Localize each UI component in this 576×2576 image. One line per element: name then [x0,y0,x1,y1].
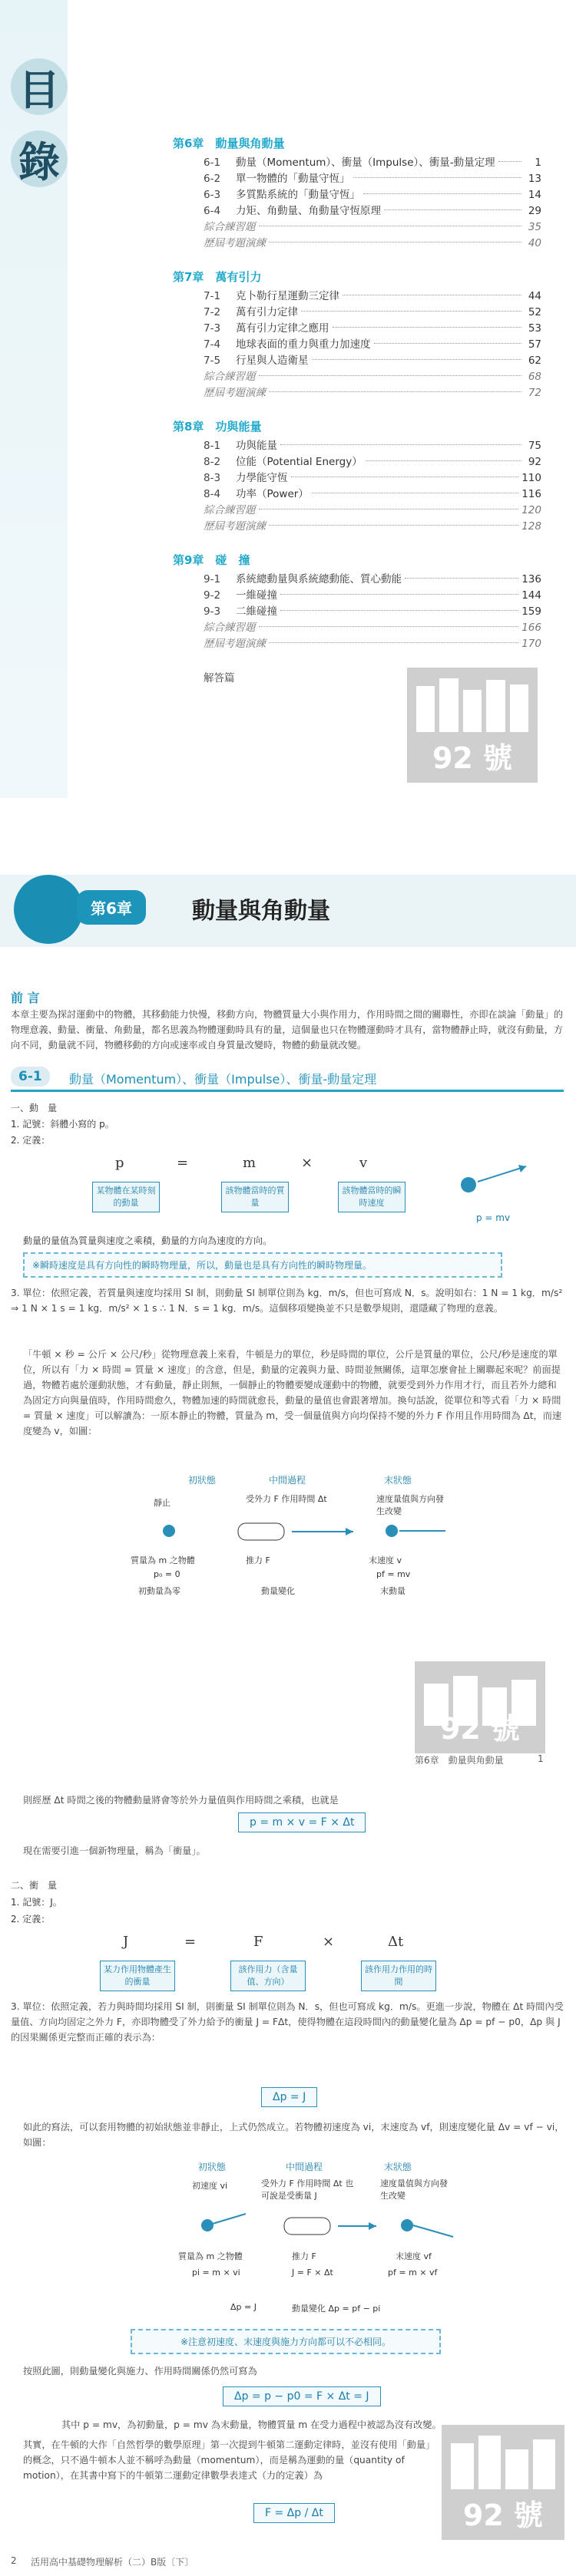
toc-entry-title: 力矩、角動量、角動量守恆原理 [236,205,381,217]
chapter-page-1 [0,798,576,1773]
toc-leader-dots [384,209,521,210]
box-mass-def: 該物體當時的質量 [221,1182,289,1212]
toc-entry-title: 單一物體的「動量守恆」 [236,173,350,185]
impulse-definition: 2. 定義： [11,1914,51,1925]
toc-entry-title: 歷屆考題演練 [204,237,266,249]
box-momentum-def: 某物體在某時刻的動量 [92,1182,160,1212]
para-top: 則經歷 Δt 時間之後的物體動量將會等於外力量值與作用時間之乘積，也就是 [23,1795,339,1806]
toc-chapter-title[interactable]: 第8章 功與能量 [173,420,262,434]
diag-end-v: 末速度 v [369,1555,402,1565]
toc-entry[interactable] [173,187,541,203]
toc-glyph-mu: 目 [11,58,68,115]
symbol-p: p [115,1155,124,1171]
toc-entry-title: 綜合練習題 [204,622,256,634]
toc-leader-dots [312,359,522,360]
toc-entry-title: 位能（Potential Energy） [236,456,362,468]
toc-entry-number: 7-5 [204,355,221,367]
toc-leader-dots [259,375,522,376]
toc-entry[interactable] [173,454,541,470]
watermark-92 [407,668,538,783]
toc-entry[interactable] [173,369,541,385]
section-header [11,1067,564,1092]
para-6: 其實，在牛頓的大作「自然哲學的數學原理」第一次提到牛頓第二運動定律時，並沒有使用「動量」的概念，只不過牛頓本人並不稱呼為動量（momentum），而是稱為運動的量（quantity of motion），在其書中寫下的牛頓第二運動定律數學表達式（力的定義）為 [23,2439,435,2481]
d2-end: 末狀態 [384,2162,412,2172]
toc-entry-page: 40 [528,237,541,249]
symbol-eq-2: = [184,1934,197,1950]
toc-list [173,135,541,684]
diag-end-label: 末狀態 [384,1475,412,1486]
formula-4: F = Δp / Δt [253,2503,335,2523]
diag-mass: 質量為 m 之物體 [131,1555,195,1565]
toc-entry-page: 128 [521,520,541,533]
diag-force: 受外力 F 作用時間 Δt [246,1494,327,1504]
toc-entry[interactable] [173,289,541,305]
toc-leader-dots [374,343,522,344]
chapter-name: 動量與角動量 [192,898,330,925]
toc-entry[interactable] [173,438,541,454]
toc-chapter [173,552,541,652]
footer-page-number: 1 [538,1753,544,1764]
watermark-text-p3: 92 號 [462,2498,544,2532]
diag-pf: pf = mv [376,1569,411,1579]
toc-entry-title: 歷屆考題演練 [204,638,266,650]
toc-entry-page: 116 [521,488,541,500]
toc-leader-dots [301,311,521,312]
toc-entry-number: 8-3 [204,472,221,484]
para-3: 如此的寫法，可以套用物體的初始狀態並非靜止，上式仍然成立。若物體初速度為 vi，末速度為 vf，則速度變化量 Δv = vf − vi，如圖： [23,2122,564,2148]
toc-chapter-title[interactable]: 第9章 碰 撞 [173,553,250,567]
d2-push: 推力 F [292,2251,316,2261]
toc-entry-number: 8-1 [204,440,221,452]
momentum-ball-figure [453,1151,538,1212]
toc-entry-title: 歷屆考題演練 [204,520,266,533]
toc-entry-page: 120 [521,504,541,516]
toc-entry-number: 6-3 [204,189,221,201]
box-velocity-def: 該物體當時的瞬時速度 [338,1182,406,1212]
toc-entry-page: 62 [528,355,541,367]
toc-entry[interactable] [173,171,541,187]
toc-entry-number: 8-2 [204,456,221,468]
item-symbol: 1. 記號：斜體小寫的 p。 [11,1119,114,1130]
toc-glyph-lu: 錄 [11,130,68,187]
toc-entry-page: 52 [528,306,541,318]
diag-final-v: 速度量值與方向發生改變 [376,1494,444,1516]
toc-entry[interactable] [173,636,541,652]
toc-entry[interactable] [173,620,541,636]
toc-entry-page: 110 [521,472,541,484]
diag-dp: 動量變化 [261,1586,295,1596]
toc-leader-dots [366,460,521,461]
toc-leader-dots [405,578,518,579]
toc-entry-page: 29 [528,205,541,217]
toc-leader-dots [363,193,521,194]
toc-entry-title: 綜合練習題 [204,221,256,233]
toc-leader-dots [280,594,518,595]
toc-entry[interactable] [173,385,541,401]
symbol-eq: = [177,1155,189,1171]
toc-entry-number: 7-1 [204,290,221,302]
toc-entry[interactable] [173,203,541,219]
toc-entry-title: 克卜勒行星運動三定律 [236,290,339,302]
d2-J: J = F × Δt [292,2268,333,2278]
toc-entry-page: 92 [528,456,541,468]
toc-entry-page: 136 [521,573,541,585]
toc-entry-number: 7-2 [204,306,221,318]
toc-entry-title: 功與能量 [236,440,277,452]
toc-entry[interactable] [173,519,541,535]
diag-still: 靜止 [154,1498,170,1508]
note-box: ※瞬時速度是具有方向性的瞬時物理量，所以，動量也是具有方向性的瞬時物理量。 [23,1252,502,1278]
toc-entry-page: 57 [528,338,541,351]
d2-pi: pi = m × vi [192,2268,240,2278]
toc-entry[interactable] [173,155,541,171]
d2-vf: 末速度 vf [396,2251,432,2261]
box-force-def: 該作用力（含量值、方向） [230,1961,306,1991]
toc-entry[interactable] [173,487,541,503]
watermark-text-p2: 92 號 [439,1712,521,1746]
toc-entry[interactable] [173,321,541,337]
toc-entry-page: 1 [535,157,541,169]
d2-change: 速度量值與方向發生改變 [380,2179,448,2201]
toc-entry-title: 行星與人造衛星 [236,355,309,367]
toc-entry-title: 力學能守恆 [236,472,288,484]
d2-mid: 中間過程 [286,2162,323,2172]
toc-entry-number: 9-1 [204,573,221,585]
toc-chapter [173,135,541,252]
unit-para2: 「牛頓 × 秒 = 公斤 × 公尺/秒」從物理意義上來看，牛頓是力的單位，秒是時間的單位，公斤是質量的單位，公尺/秒是速度的單位，所以有「力 × 時間 = 質量 × 速度」的含意，但是，動量的定義與力量、時間並無關係，這單怎麼會扯上關聯起來呢？前面提過，物體若處於運動狀態，才有動量，靜止則無，一個靜止的物體要變成運動中的物體，就要受到外力作用才行，而且若外力總和為固定方向與量值時，作用時間愈久，物體加速的時間就愈長，動量的量值也會跟著增加。換句話說，從單位和等式看「力 × 時間 = 質量 × 速度」可以解讀為：一原本靜止的物體，質量為 m，受一個量值與方向均保持不變的外力 F 作用且作用時間為 Δt，而速度變為 v，如圖： [23,1349,562,1436]
toc-chapter-title[interactable]: 第7章 萬有引力 [173,270,262,284]
toc-entry[interactable] [173,572,541,588]
toc-chapter [173,269,541,401]
toc-entry[interactable] [173,503,541,519]
d2-mass: 質量為 m 之物體 [178,2251,243,2261]
watermark-92-p3 [442,2425,564,2540]
diag-mid-label: 中間過程 [269,1475,306,1486]
diag-pf-label: 末動量 [380,1586,406,1596]
symbol-J: J [123,1934,129,1950]
toc-entry-number: 6-1 [204,157,221,169]
toc-entry-title: 綜合練習題 [204,504,256,516]
toc-entry-title: 萬有引力定律 [236,306,298,318]
toc-chapter-title[interactable]: 第6章 動量與角動量 [173,137,285,150]
toc-entry-page: 159 [521,605,541,618]
watermark-92-p2 [415,1661,545,1753]
toc-entry-page: 13 [528,173,541,185]
note-box-2: ※注意初速度、末速度與施力方向都可以不必相同。 [131,2329,441,2354]
para-5: 其中 p = mv，為初動量，p = mv 為末動量，物體質量 m 在受力過程中被認為沒有改變。 [61,2419,442,2430]
item-definition: 2. 定義： [11,1135,51,1146]
toc-answer-section[interactable]: 解答篇 [204,672,235,684]
toc-entry-title: 地球表面的重力與重力加速度 [236,338,371,351]
toc-chapter [173,418,541,535]
d2-init: 初狀態 [198,2162,227,2172]
symbol-v: v [359,1155,368,1171]
diag-p0: p₀ = 0 [154,1569,180,1579]
toc-entry[interactable] [173,353,541,369]
formula-2: Δp = J [261,2087,317,2107]
toc-entry-title: 動量（Momentum）、衝量（Impulse）、衝量-動量定理 [236,157,495,169]
toc-entry-title: 功率（Power） [236,488,309,500]
d2-pf: pf = m × vf [388,2268,438,2278]
toc-entry[interactable] [173,588,541,604]
toc-entry-title: 系統總動量與系統總動能、質心動能 [236,573,402,585]
toc-entry-title: 歷屆考題演練 [204,387,266,399]
toc-leader-dots [280,444,521,445]
toc-leader-dots [280,610,518,611]
footer-chapter: 第6章 動量與角動量 [415,1755,504,1766]
toc-leader-dots [353,177,522,178]
note-direction: 動量的量值為質量與速度之乘積，動量的方向為速度的方向。 [23,1235,273,1246]
toc-entry-page: 44 [528,290,541,302]
toc-entry-page: 170 [521,638,541,650]
toc-entry-number: 8-4 [204,488,221,500]
toc-entry-title: 綜合練習題 [204,371,256,383]
chapter-header [0,875,576,947]
d2-v0: 初速度 vi [192,2181,228,2191]
toc-entry-title: 二維碰撞 [236,605,277,618]
toc-leader-dots [498,161,521,162]
toc-entry-page: 72 [528,387,541,399]
toc-leader-dots [333,327,522,328]
formula-3: Δp = p − p0 = F × Δt = J [223,2386,381,2406]
diagram2-arrows [169,2202,461,2248]
toc-entry[interactable] [173,470,541,487]
symbol-times: × [301,1155,313,1171]
formula-1: p = m × v = F × Δt [238,1812,366,1832]
impulse-unit-text: 3. 單位：依照定義，若力與時間均採用 SI 制，則衝量 SI 制單位則為 N．s，但也可寫成 kg．m/s。更進一步說，物體在 Δt 時間內受量值、方向均固定之外力 F，亦即物體受了外力給予的衝量 J = FΔt，使得物體在這段時間內的動量變化量為 Δp = pf − p0，Δp 與 J 的因果關係更完整而正確的表示為： [11,2001,564,2043]
watermark-text: 92 號 [432,741,513,775]
toc-entry-number: 9-3 [204,605,221,618]
diag-p0-label: 初動量為零 [138,1586,180,1596]
toc-entry-title: 萬有引力定律之應用 [236,322,329,335]
d2-dp: Δp = J [230,2302,257,2312]
section-title: 動量（Momentum）、衝量（Impulse）、衝量-動量定理 [69,1072,377,1087]
toc-entry-title: 一維碰撞 [236,589,277,602]
toc-entry-page: 14 [528,189,541,201]
diag-push: 推力 F [246,1555,270,1565]
toc-entry[interactable] [173,604,541,620]
box-impulse-def: 某力作用物體產生的衝量 [100,1961,175,1991]
toc-entry[interactable] [173,236,541,252]
toc-entry-number: 7-4 [204,338,221,351]
toc-entry-page: 75 [528,440,541,452]
diag-init-label: 初狀態 [188,1475,217,1486]
box-time-def: 該作用力作用的時間 [361,1961,436,1991]
toc-entry-number: 6-2 [204,173,221,185]
formula-small: p = mv [476,1212,511,1223]
chapter-tag: 第6章 [77,890,146,925]
toc-entry[interactable] [173,305,541,321]
toc-entry-number: 6-4 [204,205,221,217]
toc-leader-dots [259,509,519,510]
subheading-momentum: 一、動 量 [11,1103,58,1113]
footer-page-number-2: 2 [11,2555,17,2566]
toc-entry-page: 68 [528,371,541,383]
diagram-arrows [138,1508,461,1554]
toc-side-band [0,0,68,798]
section-number: 6-1 [11,1067,50,1087]
intro-impulse: 現在需要引進一個新物理量，稱為「衝量」。 [23,1845,206,1856]
toc-entry[interactable] [173,219,541,236]
toc-page [0,0,576,798]
para-4: 按照此圖，則動量變化與施力、作用時間關係仍然可寫為 [23,2366,257,2376]
toc-entry-page: 166 [521,622,541,634]
impulse-symbol: 1. 記號：J。 [11,1897,62,1908]
toc-entry-number: 7-3 [204,322,221,335]
toc-entry[interactable] [173,337,541,353]
chapter-page-2 [0,1773,576,2576]
toc-entry-page: 144 [521,589,541,602]
symbol-times-2: × [323,1934,335,1950]
preface-text: 本章主要為探討運動中的物體，其移動能力快慢，移動方向，物體質量大小與作用力，作用時間之間的關聯性，亦即在談論「動量」的物理意義、動量、衝量、角動量，都名思義為物體運動時具有的量，這個量也只在物體運動時才具有，當物體靜止時，就沒有動量，方向不同，動量就不同，物體移動的方向或速率或自身質量改變時，物體的動量就改變。 [11,1009,564,1051]
toc-leader-dots [269,391,521,392]
symbol-F: F [253,1934,263,1950]
unit-text: 3. 單位：依照定義，若質量與速度均採用 SI 制，則動量 SI 制單位則為 kg．m/s，但也可寫成 N．s。說明如右：1 N = 1 kg．m/s² ⇒ 1 N × 1 s = 1 kg．m/s² × 1 s ∴ 1 N．s = 1 kg．m/s。這個移項變換並不只是數學規則，還隱藏了物理的意義。 [11,1288,563,1314]
toc-entry-page: 35 [528,221,541,233]
footer-book-title: 活用高中基礎物理解析（二）B版〔下〕 [31,2557,194,2568]
toc-leader-dots [269,525,518,526]
symbol-dt: Δt [388,1934,404,1950]
d2-force: 受外力 F 作用時間 Δt 也可說是受衝量 J [261,2179,354,2201]
toc-entry-page: 53 [528,322,541,335]
toc-leader-dots [269,642,518,643]
preface-label: 前 言 [11,991,40,1005]
symbol-m: m [243,1155,257,1171]
subheading-impulse: 二、衝 量 [11,1880,58,1891]
chapter-disc-icon [14,875,83,944]
toc-entry-title: 多質點系統的「動量守恆」 [236,189,360,201]
toc-entry-number: 9-2 [204,589,221,602]
d2-dpformula: 動量變化 Δp = pf − pi [292,2304,381,2314]
toc-leader-dots [259,626,519,627]
